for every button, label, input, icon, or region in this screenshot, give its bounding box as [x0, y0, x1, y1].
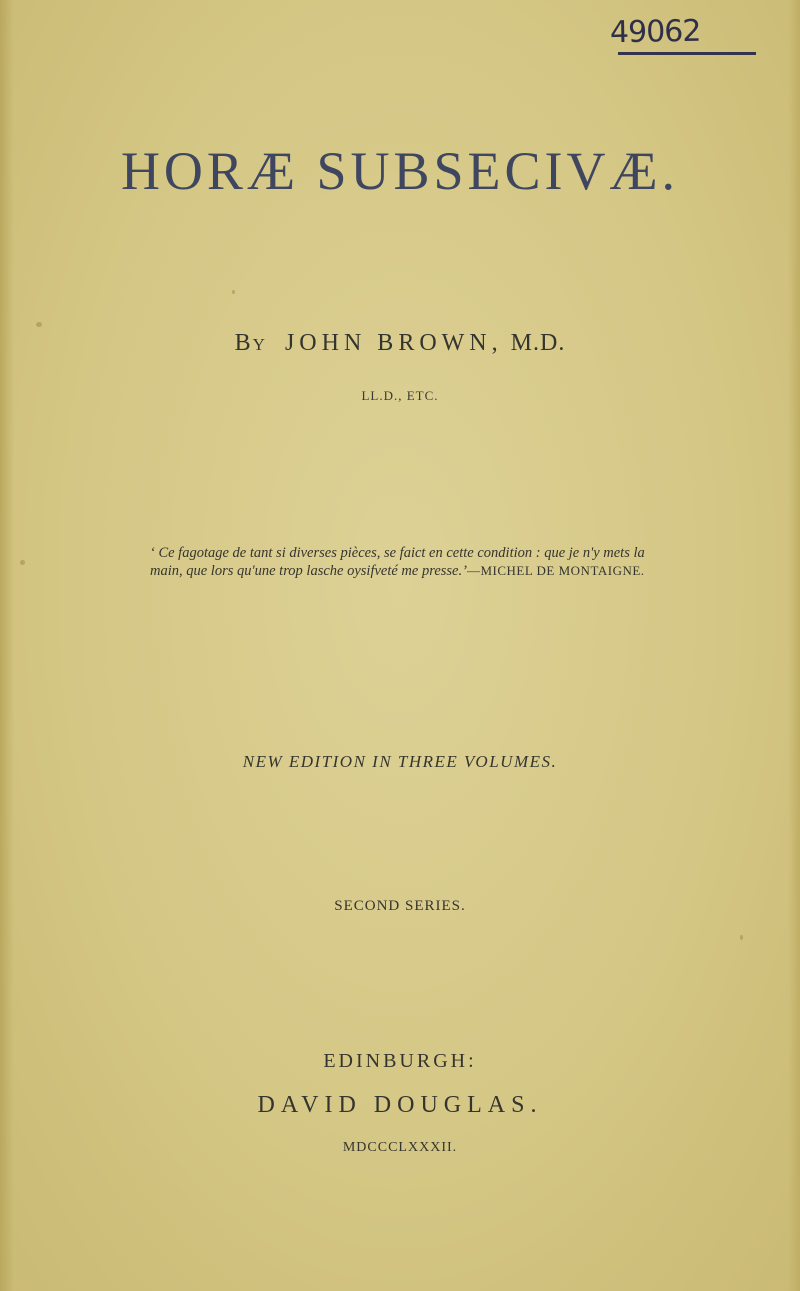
epigraph-attribution: —MICHEL DE MONTAIGNE.	[466, 563, 645, 578]
series-statement: SECOND SERIES.	[334, 898, 466, 914]
imprint-place: EDINBURGH:	[323, 1050, 477, 1072]
author-line	[0, 330, 800, 357]
paper-speck	[740, 935, 743, 940]
author-by: By	[234, 330, 267, 356]
paper-speck	[20, 560, 25, 565]
epigraph-text: ‘ Ce fagotage de tant si diverses pièces, se faict en cette condition : que je n'y mets la main, que lors qu'une trop lasche oysifveté me presse.’	[150, 545, 645, 579]
author-name: JOHN BROWN,	[284, 330, 503, 356]
shelfmark-underline	[618, 52, 756, 55]
paper-speck	[36, 322, 42, 327]
imprint-publisher: DAVID DOUGLAS.	[257, 1092, 543, 1118]
edition-statement: NEW EDITION IN THREE VOLUMES.	[242, 752, 558, 771]
epigraph	[150, 544, 670, 580]
author-credentials: LL.D., ETC.	[361, 388, 439, 403]
paper-speck	[232, 290, 235, 294]
handwritten-shelfmark: 49062	[609, 13, 701, 51]
book-title: HORÆ SUBSECIVÆ.	[120, 141, 680, 201]
author-degree: M.D.	[510, 330, 566, 356]
imprint-date: MDCCCLXXXII.	[342, 1140, 458, 1155]
